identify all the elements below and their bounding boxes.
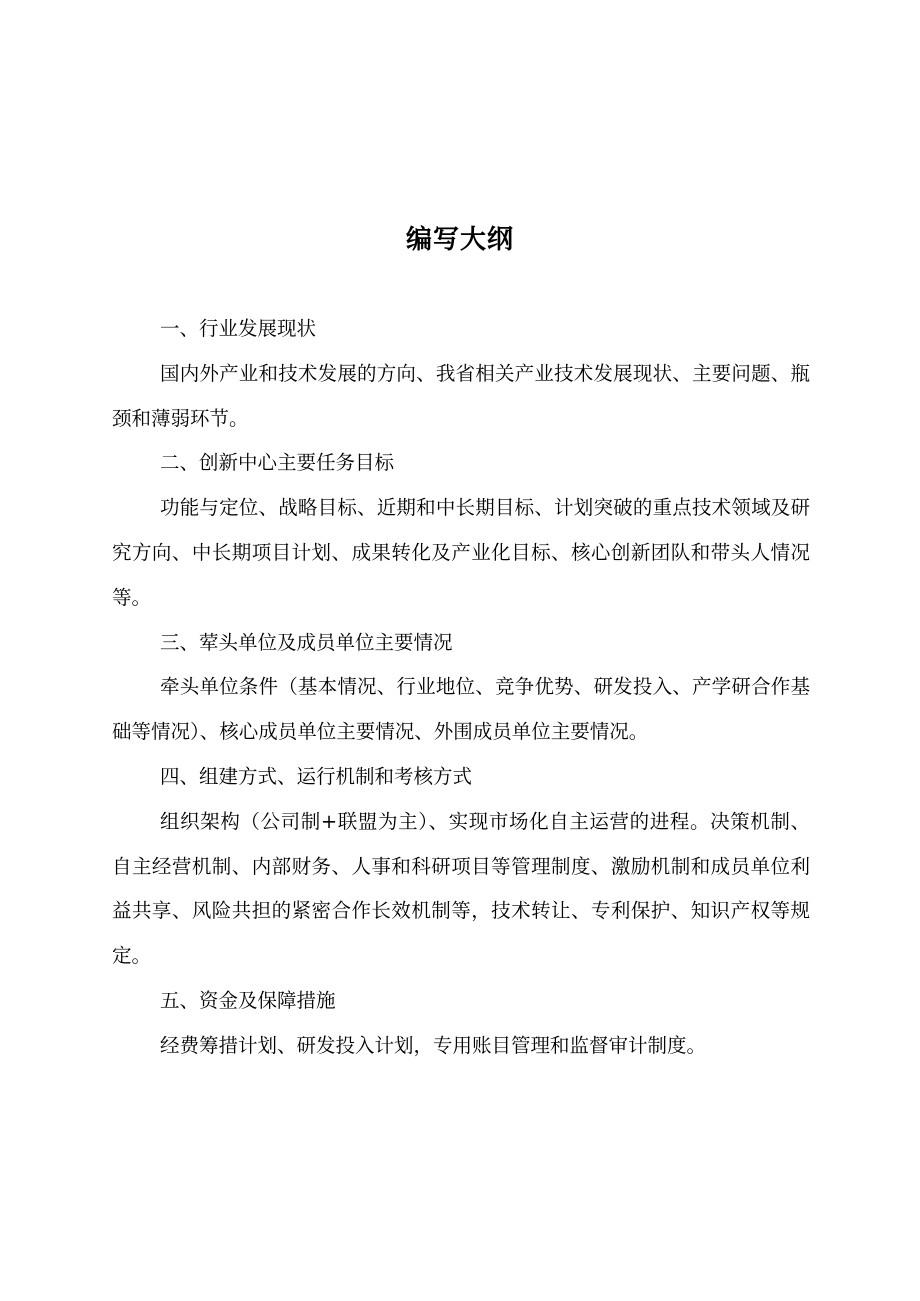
section-funding: [112, 979, 810, 1069]
section-paragraph: 功能与定位、战略目标、近期和中长期目标、计划突破的重点技术领域及研究方向、中长期项目计划、成果转化及产业化目标、核心创新团队和带头人情况等。: [112, 496, 810, 609]
section-heading: 二、创新中心主要任务目标: [160, 451, 395, 475]
section-lead-units: [112, 621, 810, 755]
section-paragraph: 经费筹措计划、研发投入计划，专用账目管理和监督审计制度。: [160, 1033, 707, 1057]
document-body: [112, 307, 810, 1069]
section-organization: [112, 755, 810, 979]
section-heading: 三、荤头单位及成员单位主要情况: [160, 630, 453, 654]
section-task-goals: [112, 441, 810, 620]
section-heading: 一、行业发展现状: [160, 317, 317, 340]
section-industry-status: [112, 307, 810, 441]
section-heading: 五、资金及保障措施: [160, 988, 336, 1012]
section-heading: 四、组建方式、运行机制和考核方式: [160, 764, 473, 788]
section-paragraph: 国内外产业和技术发展的方向、我省相关产业技术发展现状、主要问题、瓶颈和薄弱环节。: [112, 361, 810, 430]
section-paragraph: 牵头单位条件（基本情况、行业地位、竞争优势、研发投入、产学研合作基础等情况）、核心成员单位主要情况、外围成员单位主要情况。: [112, 675, 810, 744]
section-paragraph: 组织架构（公司制+联盟为主）、实现市场化自主运营的进程。决策机制、自主经营机制、内部财务、人事和科研项目等管理制度、激励机制和成员单位利益共享、风险共担的紧密合作长效机制等，技术转让、专利保护、知识产权等规定。: [112, 809, 810, 968]
document-title: 编写大纲: [405, 225, 514, 255]
